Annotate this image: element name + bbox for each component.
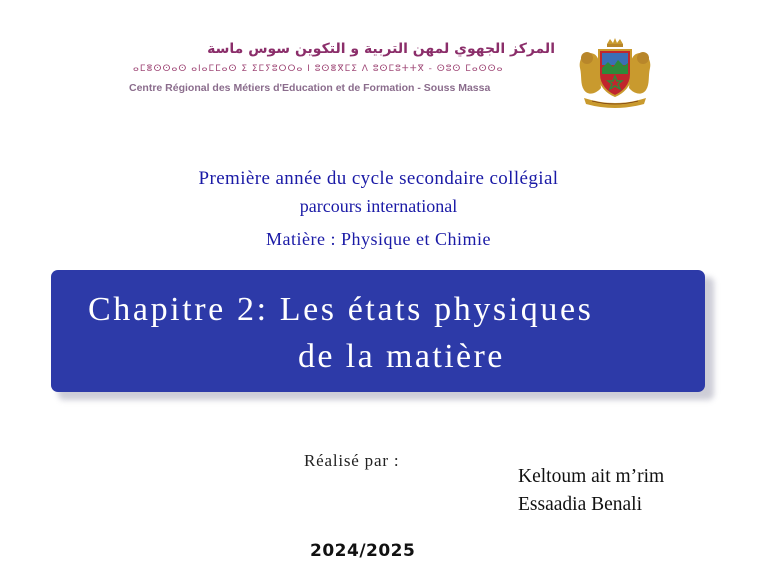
author-name: Keltoum ait m’rim (518, 466, 665, 487)
author-name: Essaadia Benali (518, 494, 642, 515)
institution-name-french: Centre Régional des Métiers d'Education et de Formation - Souss Massa (129, 82, 491, 94)
credits-label: Réalisé par : (304, 451, 400, 470)
chapter-title-line-2: de la matière (298, 338, 505, 375)
chapter-title-box (51, 270, 705, 392)
institution-name-arabic: المركز الجهوي لمهن التربية و التكوين سوس ماسة (207, 41, 555, 57)
academic-year: 2024/2025 (310, 541, 416, 561)
moroccan-coat-of-arms-emblem (574, 38, 656, 110)
chapter-title-line-1: Chapitre 2: Les états physiques (88, 291, 594, 328)
school-level-heading: Première année du cycle secondaire collégial (198, 168, 559, 189)
institution-name-tifinagh: ⴰⵎⴻⵙⵙⴰⵙ ⴰⵏⴰⵎⵎⴰⵙ ⵉ ⵉⵎⵢⵓⵔⵔⴰ ⵏ ⵓⵙⴻⴳⵎⵉ ⴷ ⵓⵙⵎⵓⵜⵜⴳ - ⵙⵓⵙ ⵎⴰⵙⵙⴰ (133, 64, 504, 74)
program-heading: parcours international (299, 196, 458, 216)
institution-header (125, 40, 565, 94)
subject-heading: Matière : Physique et Chimie (266, 229, 491, 249)
